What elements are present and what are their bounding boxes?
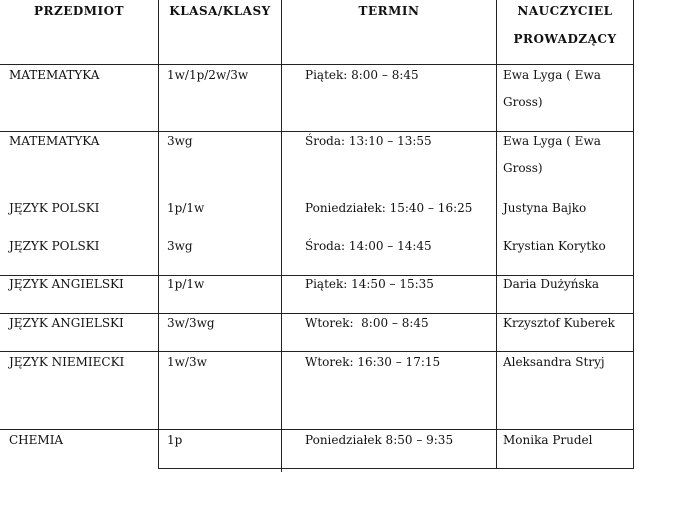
cell-teacher-5: Krzysztof Kuberek: [503, 316, 615, 330]
cell-teacher-0: Ewa Lyga ( Ewa Gross): [503, 68, 601, 109]
header-class: KLASA/KLASY: [169, 4, 271, 18]
cell-subject-2: JĘZYK POLSKI: [9, 201, 100, 215]
cell-subject-6: JĘZYK NIEMIECKI: [9, 355, 125, 369]
cell-term-3: Środa: 14:00 – 14:45: [305, 239, 432, 253]
cell-class-1: 3wg: [167, 134, 193, 148]
header-subject: PRZEDMIOT: [33, 4, 125, 18]
grid-line-v4: [633, 0, 634, 468]
cell-term-6: Wtorek: 16:30 – 17:15: [305, 355, 441, 369]
cell-subject-4: JĘZYK ANGIELSKI: [9, 277, 124, 291]
cell-term-0: Piątek: 8:00 – 8:45: [305, 68, 419, 82]
grid-line-v3: [496, 0, 497, 468]
cell-class-3: 3wg: [167, 239, 193, 253]
grid-line-v1: [158, 0, 159, 468]
cell-subject-0: MATEMATYKA: [9, 68, 100, 82]
cell-class-2: 1p/1w: [167, 201, 205, 215]
cell-class-5: 3w/3wg: [167, 316, 215, 330]
grid-line-h7: [158, 468, 634, 469]
cell-teacher-2: Justyna Bajko: [503, 201, 587, 215]
cell-class-7: 1p: [167, 433, 183, 447]
cell-term-4: Piątek: 14:50 – 15:35: [305, 277, 434, 291]
header-teacher: NAUCZYCIEL PROWADZĄCY: [513, 4, 617, 46]
cell-class-0: 1w/1p/2w/3w: [167, 68, 249, 82]
grid-line-v2: [281, 0, 282, 472]
cell-term-2: Poniedziałek: 15:40 – 16:25: [305, 201, 473, 215]
cell-teacher-7: Monika Prudel: [503, 433, 593, 447]
cell-teacher-4: Daria Dużyńska: [503, 277, 600, 291]
cell-term-7: Poniedziałek 8:50 – 9:35: [305, 433, 454, 447]
cell-teacher-6: Aleksandra Stryj: [503, 355, 605, 369]
cell-teacher-3: Krystian Korytko: [503, 239, 606, 253]
cell-class-6: 1w/3w: [167, 355, 207, 369]
cell-subject-7: CHEMIA: [9, 433, 64, 447]
cell-class-4: 1p/1w: [167, 277, 205, 291]
cell-term-5: Wtorek: 8:00 – 8:45: [305, 316, 429, 330]
cell-teacher-1: Ewa Lyga ( Ewa Gross): [503, 134, 601, 175]
cell-subject-1: MATEMATYKA: [9, 134, 100, 148]
cell-subject-3: JĘZYK POLSKI: [9, 239, 100, 253]
cell-subject-5: JĘZYK ANGIELSKI: [9, 316, 124, 330]
cell-term-1: Środa: 13:10 – 13:55: [305, 134, 432, 148]
header-term: TERMIN: [358, 4, 420, 18]
